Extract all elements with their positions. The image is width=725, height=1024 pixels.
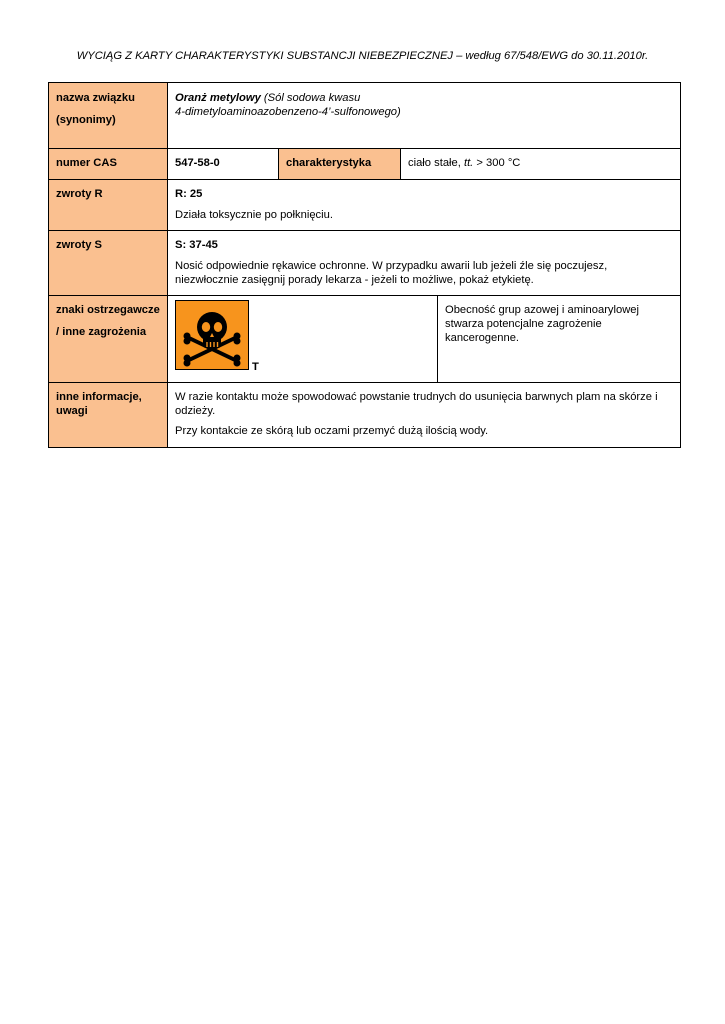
document-header: WYCIĄG Z KARTY CHARAKTERYSTYKI SUBSTANCJI NIEBEZPIECZNEJ – według 67/548/EWG do 30.11.2010r. <box>76 50 649 62</box>
warning-signs-label <box>49 296 168 383</box>
characteristics-value <box>401 149 681 180</box>
characteristics-label: charakterystyka <box>279 149 401 180</box>
s-phrases-text: Nosić odpowiednie rękawice ochronne. W przypadku awarii lub jeżeli źle się poczujesz, niezwłocznie zasięgnij porady lekarza - jeżeli to możliwe, pokaż etykietę. <box>175 260 608 286</box>
other-info-paragraph-1: W razie kontaktu może spowodować powstanie trudnych do usunięcia barwnych plam na skórze i odzieży. <box>175 391 658 417</box>
other-info-label: inne informacje, uwagi <box>49 383 168 448</box>
warning-note: Obecność grup azowej i aminoarylowej stwarza potencjalne zagrożenie kancerogenne. <box>438 296 681 383</box>
compound-name-label <box>49 83 168 149</box>
compound-name-bold: Oranż metylowy <box>175 92 261 104</box>
compound-name-row <box>49 83 681 149</box>
s-phrases-code: S: 37-45 <box>175 239 218 251</box>
synonyms-label: (synonimy) <box>56 114 116 126</box>
r-phrases-value <box>168 180 681 231</box>
compound-name-rest: (Sól sodowa kwasu <box>260 92 361 104</box>
s-phrases-value <box>168 231 681 296</box>
cas-row <box>49 149 681 180</box>
warning-signs-label-line1: znaki ostrzegawcze <box>56 304 160 316</box>
s-phrases-label: zwroty S <box>49 231 168 296</box>
other-hazards-label: / inne zagrożenia <box>56 326 147 338</box>
other-info-value <box>168 383 681 448</box>
melting-point-abbrev: tt. <box>463 157 474 169</box>
skull-crossbones-icon <box>175 300 249 374</box>
cas-value: 547-58-0 <box>168 149 279 180</box>
characteristics-suffix: > 300 °C <box>473 157 521 169</box>
other-info-paragraph-2: Przy kontakcie ze skórą lub oczami przemyć dużą ilością wody. <box>175 425 489 437</box>
r-phrases-label: zwroty R <box>49 180 168 231</box>
r-phrases-row <box>49 180 681 231</box>
compound-name-value <box>168 83 681 149</box>
compound-name-line2: 4-dimetyloaminoazobenzeno-4’-sulfonowego) <box>175 106 401 118</box>
r-phrases-code: R: 25 <box>175 188 203 200</box>
cas-label: numer CAS <box>49 149 168 180</box>
safety-data-table <box>48 82 681 448</box>
r-phrases-text: Działa toksycznie po połknięciu. <box>175 209 333 221</box>
characteristics-prefix: ciało stałe, <box>408 157 464 169</box>
compound-name-label-line1: nazwa związku <box>56 92 135 104</box>
s-phrases-row <box>49 231 681 296</box>
warning-signs-row <box>49 296 681 383</box>
hazard-symbol-cell <box>168 296 438 383</box>
other-info-row <box>49 383 681 448</box>
hazard-symbol-letter: T <box>252 361 259 373</box>
